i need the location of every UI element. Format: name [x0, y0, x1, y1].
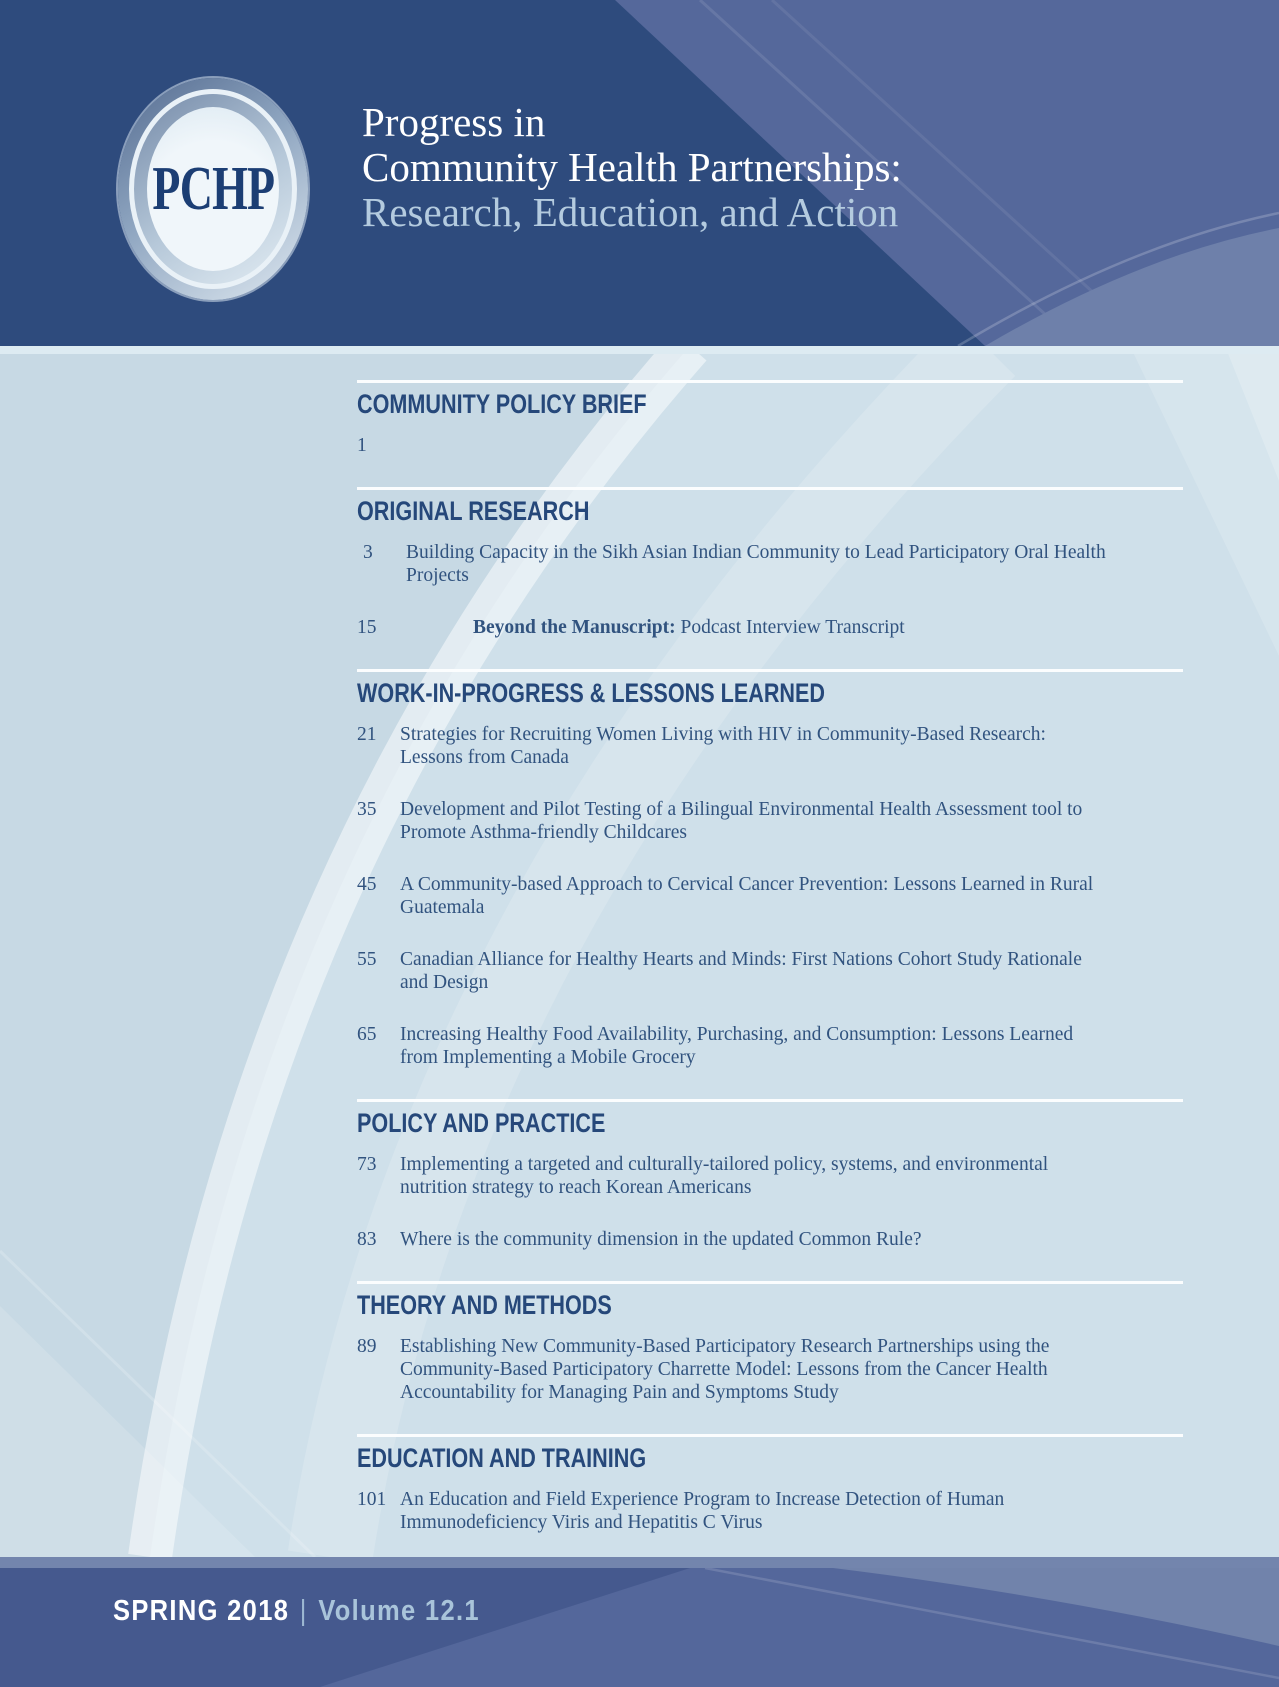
- entry-title: Building Capacity in the Sikh Asian Indian Community to Lead Participatory Oral Health Projects: [406, 542, 1106, 586]
- issue-identifier: [113, 1595, 480, 1628]
- toc-section: [357, 1099, 1183, 1251]
- toc-entry: [357, 434, 1183, 457]
- header-body-divider-strip: [0, 346, 1279, 354]
- page-number: 55: [357, 949, 377, 970]
- entry-title: Canadian Alliance for Healthy Hearts and Minds: First Nations Cohort Study Rationale and Design: [400, 949, 1082, 993]
- masthead-banner: [0, 0, 1279, 346]
- section-divider-rule: [357, 669, 1183, 672]
- journal-title-line1: Progress in: [362, 99, 546, 145]
- toc-entry: [357, 541, 1183, 587]
- footer-banner: [0, 1568, 1279, 1687]
- entry-title-bold-prefix: Beyond the Manuscript:: [473, 617, 676, 638]
- toc-entry: [357, 1488, 1183, 1534]
- section-heading: [357, 497, 1183, 525]
- toc-section: [357, 1281, 1183, 1404]
- section-heading-label: EDUCATION AND TRAINING: [357, 1443, 647, 1473]
- toc-section: [357, 487, 1183, 639]
- toc-entry: [357, 723, 1183, 769]
- toc-section: [357, 380, 1183, 457]
- issue-season: SPRING 2018: [113, 1595, 290, 1627]
- logo-letters: PCHP: [152, 154, 274, 223]
- page-number: 21: [357, 724, 377, 745]
- entry-title: An Education and Field Experience Program to Increase Detection of Human Immunodeficiency Viris and Hepatitis C Virus: [400, 1489, 1005, 1533]
- page-number: 1: [357, 435, 367, 456]
- issue-volume: Volume 12.1: [318, 1595, 480, 1627]
- section-heading-label: COMMUNITY POLICY BRIEF: [357, 389, 647, 419]
- entry-title: Implementing a targeted and culturally-tailored policy, systems, and environmental nutrition strategy to reach Korean Americans: [400, 1154, 1049, 1198]
- toc-entry: [357, 1335, 1183, 1404]
- entry-title: Beyond the Manuscript: Podcast Interview Transcript: [473, 617, 905, 638]
- section-divider-rule: [357, 1099, 1183, 1102]
- page-number: 89: [357, 1336, 377, 1357]
- journal-title-line2: Community Health Partnerships:: [362, 144, 902, 190]
- logo-inner-disc: [147, 107, 279, 271]
- toc-entry: [357, 873, 1183, 919]
- section-divider-rule: [357, 487, 1183, 490]
- section-divider-rule: [357, 1281, 1183, 1284]
- journal-title: [362, 100, 902, 235]
- section-heading-label: WORK-IN-PROGRESS & LESSONS LEARNED: [357, 678, 826, 708]
- entry-title: Where is the community dimension in the updated Common Rule?: [400, 1229, 922, 1250]
- entry-title: A Community-based Approach to Cervical Cancer Prevention: Lessons Learned in Rural Guatemala: [400, 874, 1094, 918]
- footer-top-strip: [0, 1557, 1279, 1568]
- section-heading-label: POLICY AND PRACTICE: [357, 1108, 606, 1138]
- section-heading: [357, 1444, 1183, 1472]
- section-heading: [357, 679, 1183, 707]
- journal-subtitle: Research, Education, and Action: [362, 189, 899, 235]
- page-number: 45: [357, 874, 377, 895]
- table-of-contents-area: [0, 346, 1279, 1557]
- page-number: 101: [357, 1489, 387, 1510]
- toc-entry: [357, 1228, 1183, 1251]
- section-heading-label: THEORY AND METHODS: [357, 1290, 612, 1320]
- entry-title: Strategies for Recruiting Women Living with HIV in Community-Based Research: Lessons from Canada: [400, 724, 1046, 768]
- table-of-contents: [357, 380, 1183, 1534]
- entry-title: Increasing Healthy Food Availability, Purchasing, and Consumption: Lessons Learned from Implementing a Mobile Grocery: [400, 1024, 1074, 1068]
- section-heading: [357, 1291, 1183, 1319]
- section-divider-rule: [357, 380, 1183, 383]
- page-number: 73: [357, 1154, 377, 1175]
- page-number: 83: [357, 1229, 377, 1250]
- toc-entry: [357, 948, 1183, 994]
- page-number: 15: [357, 617, 377, 638]
- entry-title: Establishing New Community-Based Participatory Research Partnerships using the Community-Based Participatory Charrette Model: Lessons from the Cancer Health Accountability for Managing Pain and Symptoms Study: [400, 1336, 1050, 1403]
- section-heading: [357, 390, 1183, 418]
- entry-title: [400, 434, 1100, 457]
- section-heading-label: ORIGINAL RESEARCH: [357, 496, 590, 526]
- toc-entry: [357, 798, 1183, 844]
- page-number: 3: [363, 542, 373, 563]
- toc-section: [357, 669, 1183, 1069]
- page-number: 35: [357, 799, 377, 820]
- section-divider-rule: [357, 1434, 1183, 1437]
- toc-entry: [357, 1153, 1183, 1199]
- section-heading: [357, 1109, 1183, 1137]
- page-number: 65: [357, 1024, 377, 1045]
- pchp-logo: [118, 78, 308, 300]
- toc-section: [357, 1434, 1183, 1534]
- issue-separator: |: [299, 1595, 308, 1627]
- entry-title: Development and Pilot Testing of a Bilingual Environmental Health Assessment tool to Promote Asthma-friendly Childcares: [400, 799, 1083, 843]
- toc-entry: [357, 1023, 1183, 1069]
- toc-entry: [357, 616, 1183, 639]
